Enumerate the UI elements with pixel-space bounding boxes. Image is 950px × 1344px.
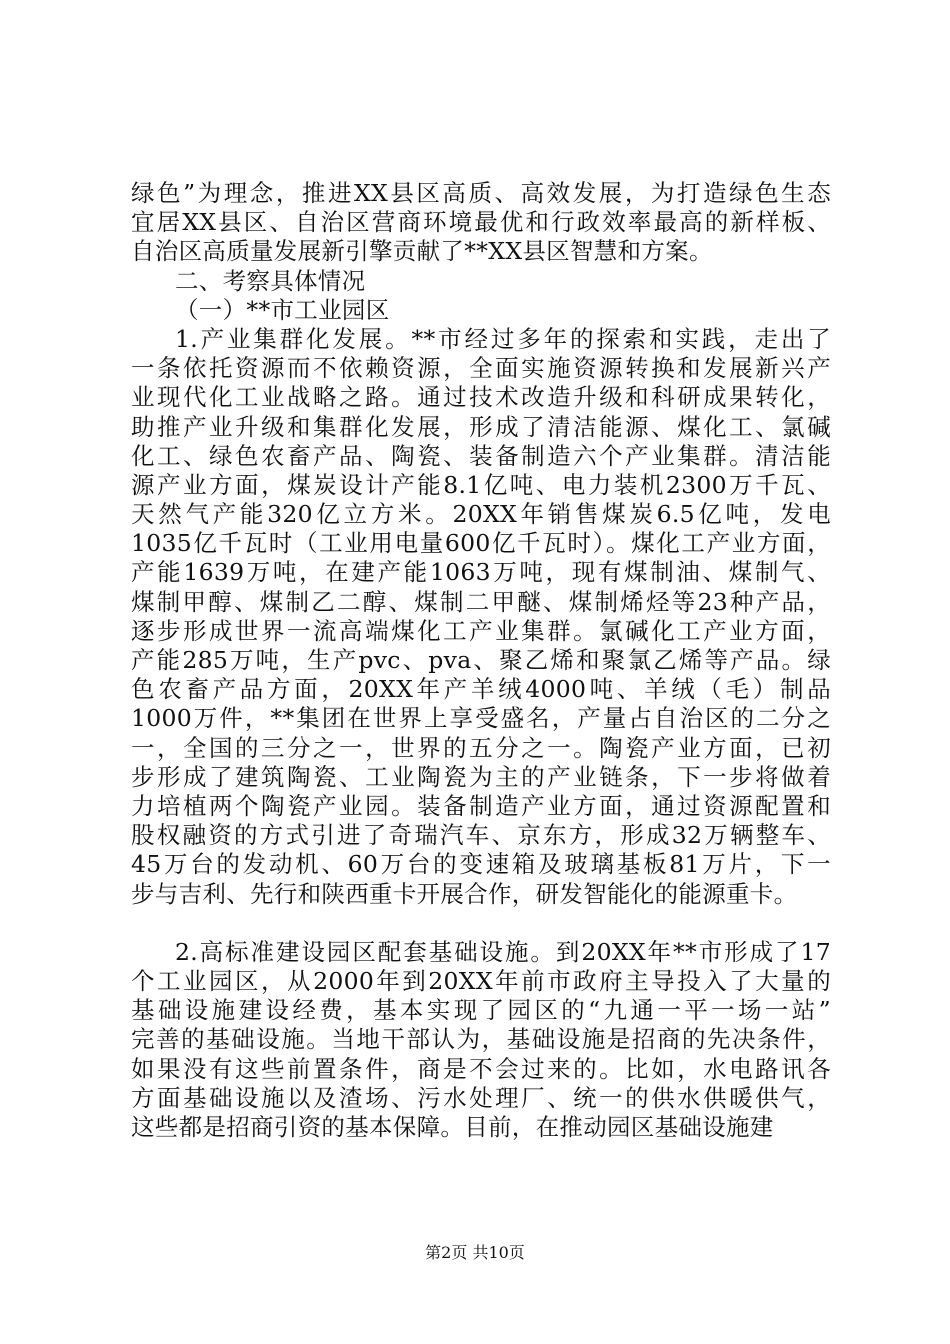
text-line: 产能285万吨，生产pvc、pva、聚乙烯和聚氯乙烯等产品。绿	[131, 646, 831, 674]
paragraph	[131, 296, 831, 325]
text-line: 色农畜产品方面，20XX年产羊绒4000吨、羊绒（毛）制品	[131, 675, 831, 704]
text-line: 步与吉利、先行和陕西重卡开展合作，研发智能化的能源重卡。	[131, 879, 798, 908]
text-line: 1000万件，**集团在世界上享受盛名，产量占自治区的二分之	[131, 704, 831, 733]
text-line: 股权融资的方式引进了奇瑞汽车、京东方，形成32万辆整车、	[131, 821, 831, 850]
page-footer: 第2页 共10页	[425, 1243, 525, 1262]
text-line: 绿色”为理念，推进XX县区高质、高效发展，为打造绿色生态	[131, 179, 831, 207]
paragraph	[131, 325, 831, 909]
text-line: 煤制甲醇、煤制乙二醇、煤制二甲醚、煤制烯烃等23种产品，	[131, 587, 831, 616]
text-line: 产能1639万吨，在建产能1063万吨，现有煤制油、煤制气、	[131, 558, 831, 587]
text-line: 宜居XX县区、自治区营商环境最优和行政效率最高的新样板、	[131, 208, 831, 237]
text-line: 源产业方面，煤炭设计产能8.1亿吨、电力装机2300万千瓦、	[131, 470, 831, 499]
paragraph	[131, 938, 831, 1142]
text-line: 1035亿千瓦时（工业用电量600亿千瓦时）。煤化工产业方面，	[131, 529, 831, 558]
text-line: 45万台的发动机、60万台的变速箱及玻璃基板81万片，下一	[131, 850, 831, 879]
text-line: （一）**市工业园区	[175, 295, 390, 324]
text-line: 助推产业升级和集群化发展，形成了清洁能源、煤化工、氯碱	[131, 412, 831, 441]
text-line: 这些都是招商引资的基本保障。目前，在推动园区基础设施建	[131, 1113, 774, 1141]
text-line: 业现代化工业战略之路。通过技术改造升级和科研成果转化，	[131, 383, 831, 412]
text-line: 一，全国的三分之一，世界的五分之一。陶瓷产业方面，已初	[131, 733, 831, 762]
text-line: 基础设施建设经费，基本实现了园区的“九通一平一场一站”	[131, 996, 831, 1025]
text-line: 力培植两个陶瓷产业园。装备制造产业方面，通过资源配置和	[131, 791, 831, 820]
text-line: 如果没有这些前置条件，商是不会过来的。比如，水电路讯各	[131, 1054, 831, 1083]
text-line: 自治区高质量发展新引擎贡献了**XX县区智慧和方案。	[131, 237, 713, 266]
text-line: 2.高标准建设园区配套基础设施。到20XX年**市形成了17	[175, 937, 831, 966]
text-line: 天然气产能320亿立方米。20XX年销售煤炭6.5亿吨，发电	[131, 500, 831, 529]
text-line: 个工业园区，从2000年到20XX年前市政府主导投入了大量的	[131, 967, 831, 996]
text-line: 方面基础设施以及渣场、污水处理厂、统一的供水供暖供气，	[131, 1083, 831, 1112]
paragraph	[131, 267, 831, 296]
text-line: 完善的基础设施。当地干部认为，基础设施是招商的先决条件，	[131, 1025, 831, 1054]
text-line: 步形成了建筑陶瓷、工业陶瓷为主的产业链条，下一步将做着	[131, 762, 831, 791]
paragraph-gap	[131, 909, 831, 938]
paragraph	[131, 179, 831, 267]
text-line: 逐步形成世界一流高端煤化工产业集群。氯碱化工产业方面，	[131, 616, 831, 645]
text-line: 1.产业集群化发展。**市经过多年的探索和实践，走出了	[175, 324, 831, 353]
text-line: 一条依托资源而不依赖资源，全面实施资源转换和发展新兴产	[131, 354, 831, 383]
text-line: 二、考察具体情况	[175, 266, 366, 295]
document-body	[131, 179, 831, 1142]
text-line: 化工、绿色农畜产品、陶瓷、装备制造六个产业集群。清洁能	[131, 441, 831, 470]
